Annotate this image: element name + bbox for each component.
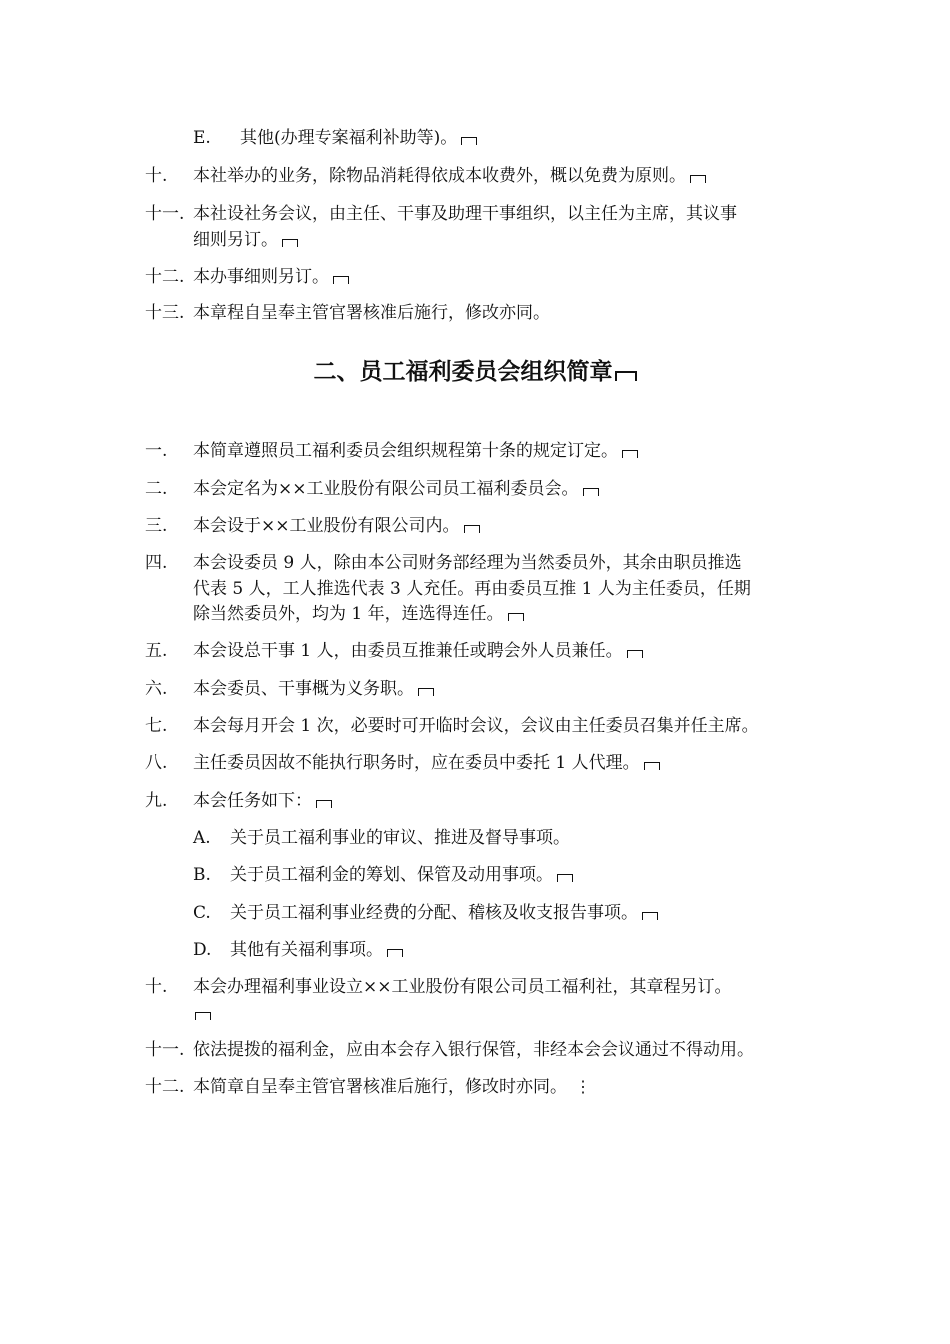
article-text: 本简章自呈奉主管官署核准后施行，修改时亦同。 ⋮ <box>193 1074 591 1100</box>
paragraph-mark-icon <box>622 450 638 458</box>
paragraph-mark-icon <box>557 874 573 882</box>
paragraph-mark-icon <box>418 688 434 696</box>
article-text: 本简章遵照员工福利委员会组织规程第十条的规定订定。 <box>193 438 638 464</box>
paragraph-mark-icon <box>642 912 658 920</box>
paragraph-mark-icon <box>615 371 637 381</box>
paragraph-mark-icon <box>644 762 660 770</box>
item-number: 十二. <box>145 267 185 287</box>
paragraph-mark-icon <box>627 650 643 658</box>
article-text: 主任委员因故不能执行职务时，应在委员中委托 1 人代理。 <box>193 750 660 776</box>
item-text-continued: 细则另订。 <box>193 227 298 253</box>
article-number: 一. <box>145 441 168 461</box>
article-number: 五. <box>145 641 168 661</box>
item-text: 本社设社务会议，由主任、干事及助理干事组织，以主任为主席，其议事 <box>193 204 737 224</box>
article-number: 四. <box>145 553 168 573</box>
paragraph-mark-icon <box>508 613 524 621</box>
paragraph-mark-icon <box>461 137 477 145</box>
task-text: 关于员工福利金的筹划、保管及动用事项。 <box>230 862 573 888</box>
article-number: 十一. <box>145 1040 185 1060</box>
article-text: 本会委员、干事概为义务职。 <box>193 676 434 702</box>
sub-item-text: 其他(办理专案福利补助等)。 <box>240 125 477 151</box>
task-text: 关于员工福利事业的审议、推进及督导事项。 <box>230 828 570 848</box>
item-text: 本办事细则另订。 <box>193 264 349 290</box>
task-text: 关于员工福利事业经费的分配、稽核及收支报告事项。 <box>230 900 658 926</box>
task-letter: D. <box>193 940 212 960</box>
paragraph-mark-icon <box>316 800 332 808</box>
paragraph-mark-icon <box>333 276 349 284</box>
task-text: 其他有关福利事项。 <box>230 937 403 963</box>
article-text-continued <box>193 1000 211 1026</box>
item-number: 十一. <box>145 204 185 224</box>
article-text: 依法提拨的福利金，应由本会存入银行保管，非经本会会议通过不得动用。 <box>193 1040 754 1060</box>
article-number: 三. <box>145 516 168 536</box>
sub-item-letter: E. <box>193 128 211 148</box>
article-number: 十. <box>145 977 168 997</box>
vertical-ellipsis-icon: ⋮ <box>575 1077 591 1096</box>
article-text: 本会定名为××工业股份有限公司员工福利委员会。 <box>193 476 599 502</box>
paragraph-mark-icon <box>387 949 403 957</box>
article-text-continued: 除当然委员外，均为 1 年，连选得连任。 <box>193 601 524 627</box>
task-letter: C. <box>193 903 211 923</box>
article-text: 本会任务如下： <box>193 788 332 814</box>
item-text: 本社举办的业务，除物品消耗得依成本收费外，概以免费为原则。 <box>193 163 706 189</box>
article-text: 本会设于××工业股份有限公司内。 <box>193 513 480 539</box>
article-text: 本会设总干事 1 人，由委员互推兼任或聘会外人员兼任。 <box>193 638 643 664</box>
article-number: 二. <box>145 479 168 499</box>
paragraph-mark-icon <box>282 239 298 247</box>
article-number: 八. <box>145 753 168 773</box>
article-number: 十二. <box>145 1077 185 1097</box>
task-letter: B. <box>193 865 211 885</box>
item-number: 十三. <box>145 303 185 323</box>
article-number: 七. <box>145 716 168 736</box>
task-letter: A. <box>193 828 211 848</box>
paragraph-mark-icon <box>690 175 706 183</box>
article-text: 本会设委员 9 人，除由本公司财务部经理为当然委员外，其余由职员推选 <box>193 553 742 573</box>
item-text: 本章程自呈奉主管官署核准后施行，修改亦同。 <box>193 303 550 323</box>
paragraph-mark-icon <box>195 1012 211 1020</box>
article-number: 九. <box>145 791 168 811</box>
article-number: 六. <box>145 679 168 699</box>
item-number: 十. <box>145 166 168 186</box>
paragraph-mark-icon <box>583 488 599 496</box>
article-text: 本会每月开会 1 次，必要时可开临时会议，会议由主任委员召集并任主席。 <box>193 716 759 736</box>
article-text-continued: 代表 5 人，工人推选代表 3 人充任。再由委员互推 1 人为主任委员，任期 <box>193 579 751 599</box>
paragraph-mark-icon <box>464 525 480 533</box>
section-heading: 二、员工福利委员会组织简章 <box>0 355 950 389</box>
article-text: 本会办理福利事业设立××工业股份有限公司员工福利社，其章程另订。 <box>193 977 732 997</box>
